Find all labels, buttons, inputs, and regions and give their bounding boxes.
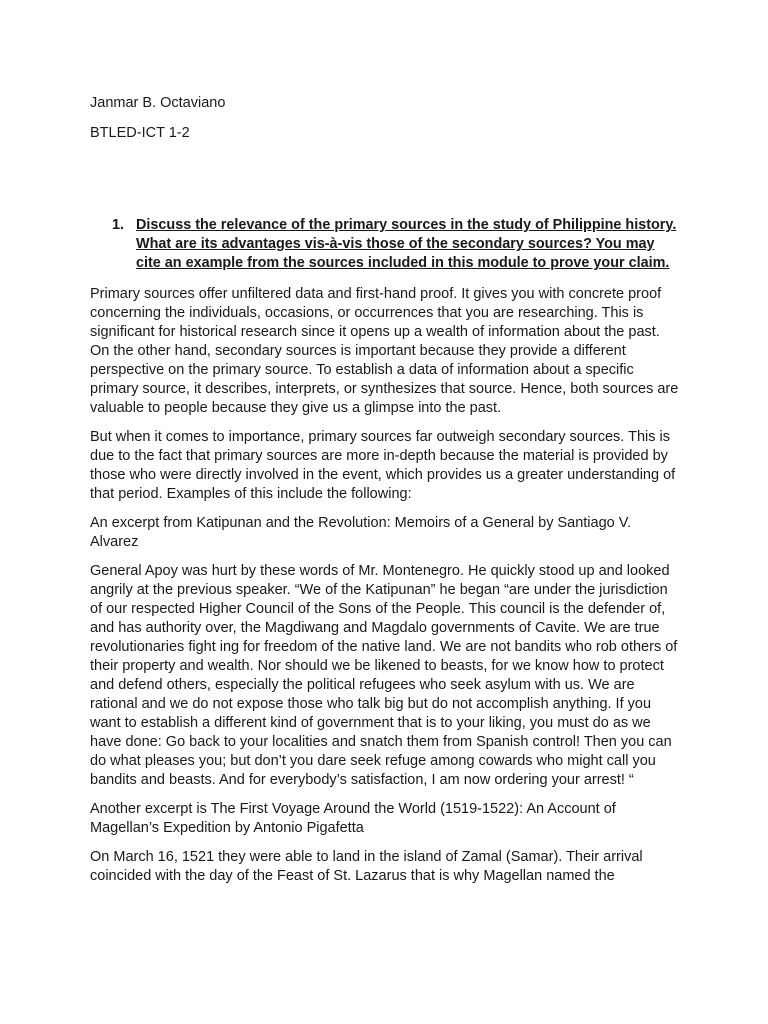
author-name: Janmar B. Octaviano [90, 95, 226, 111]
question-number: 1. [112, 217, 125, 233]
question-item [90, 216, 680, 273]
question-text: Discuss the relevance of the primary sources in the study of Philippine history. What are its advantages vis-à-vis those of the secondary sources? You may cite an example from the sources included in this module to prove your claim. [136, 217, 677, 271]
paragraph-primary-sources: Primary sources offer unfiltered data and first-hand proof. It gives you with concrete proof concerning the individuals, occasions, or occurrences that you are researching. This is significant for historical research since it opens up a wealth of information about the past. On the other hand, secondary sources is important because they provide a different perspective on the primary source. To establish a data of information about a specific primary source, it describes, interprets, or synthesizes that source. Hence, both sources are valuable to people because they give us a glimpse into the past. [90, 286, 679, 416]
class-section: BTLED-ICT 1-2 [90, 125, 190, 141]
paragraph-excerpt-intro-pigafetta: Another excerpt is The First Voyage Around the World (1519-1522): An Account of Magellan’s Expedition by Antonio Pigafetta [90, 801, 616, 836]
document-body [90, 94, 680, 896]
paragraph-importance: But when it comes to importance, primary sources far outweigh secondary sources. This is due to the fact that primary sources are more in-depth because the material is provided by those who were directly involved in the event, which provides us a greater understanding of that period. Examples of this include the following: [90, 429, 676, 502]
paragraph-excerpt-intro-alvarez: An excerpt from Katipunan and the Revolution: Memoirs of a General by Santiago V. Alvarez [90, 515, 632, 550]
paragraph-alvarez-excerpt: General Apoy was hurt by these words of Mr. Montenegro. He quickly stood up and looked angrily at the previous speaker. “We of the Katipunan” he began “are under the jurisdiction of our respected Higher Council of the Sons of the People. This council is the defender of, and has authority over, the Magdiwang and Magdalo governments of Cavite. We are true revolutionaries fight ing for freedom of the native land. We are not bandits who rob others of their property and wealth. Nor should we be likened to beasts, for we know how to protect and defend others, especially the political refugees who seek asylum with us. We are rational and we do not expose those who talk big but do not accomplish anything. If you want to establish a different kind of government that is to your liking, you must do as we have done: Go back to your localities and snatch them from Spanish control! Then you can do what pleases you; but don’t you dare seek refuge among cowards who might call you bandits and beasts. And for everybody’s satisfaction, I am now ordering your arrest! “ [90, 563, 678, 788]
paragraph-pigafetta-excerpt: On March 16, 1521 they were able to land in the island of Zamal (Samar). Their arrival coincided with the day of the Feast of St. Lazarus that is why Magellan named the [90, 849, 643, 884]
